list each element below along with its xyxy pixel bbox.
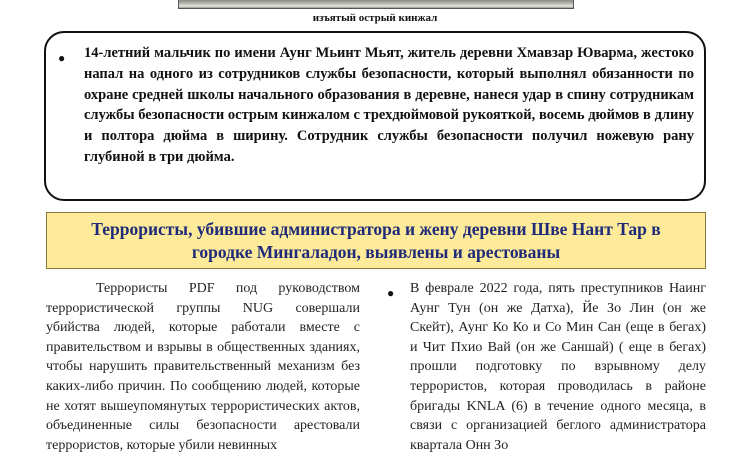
knife-photo [178, 0, 574, 9]
bullet-box [44, 31, 706, 201]
article-left-column: Террористы PDF под руководством террористической группы NUG совершали убийства людей, которые работали вместе с правительством и взрывы в общественных зданиях, чтобы нарушить правительственный механизм без каких-либо причин. По сообщению людей, которые не хотят вышеупомянутых террористических актов, объединенные силы безопасности арестовали террористов, которые убили невинных [46, 281, 360, 453]
article-right-column: В феврале 2022 года, пять преступников Наинг Аунг Тун (он же Датха), Йе Зо Лин (он же Скейт), Аунг Ко Ко и Со Мин Сан (еще в бегах) и Чит Пхио Вай (он же Саншай) ( еще в бегах) прошли подготовку по взрывному делу террористов, которая проводилась в районе бригады KNLA (6) в течение одного месяца, в связи с организацией беглого администратора квартала Онн Зо [410, 281, 706, 453]
bullet-icon: ● [387, 286, 395, 300]
article-headline: Террористы, убившие администратора и жену деревни Шве Нант Тар в городке Мингаладон, выявлены и арестованы [91, 218, 661, 262]
photo-caption: изъятый острый кинжал [312, 12, 438, 24]
bullet-icon: ● [58, 51, 66, 65]
headline-box [46, 212, 706, 269]
bullet-text: 14-летний мальчик по имени Аунг Мьинт Мьят, житель деревни Хмавзар Юварма, жестоко напал на одного из сотрудников службы безопасности, который выполнял обязанности по охране средней школы начального образования в деревне, нанеся удар в спину сотрудникам службы безопасности острым кинжалом с трехдюймовой рукояткой, восемь дюймов в длину и полтора дюйма в ширину. Сотрудник службы безопасности получил ножевую рану глубиной в три дюйма. [84, 45, 694, 165]
